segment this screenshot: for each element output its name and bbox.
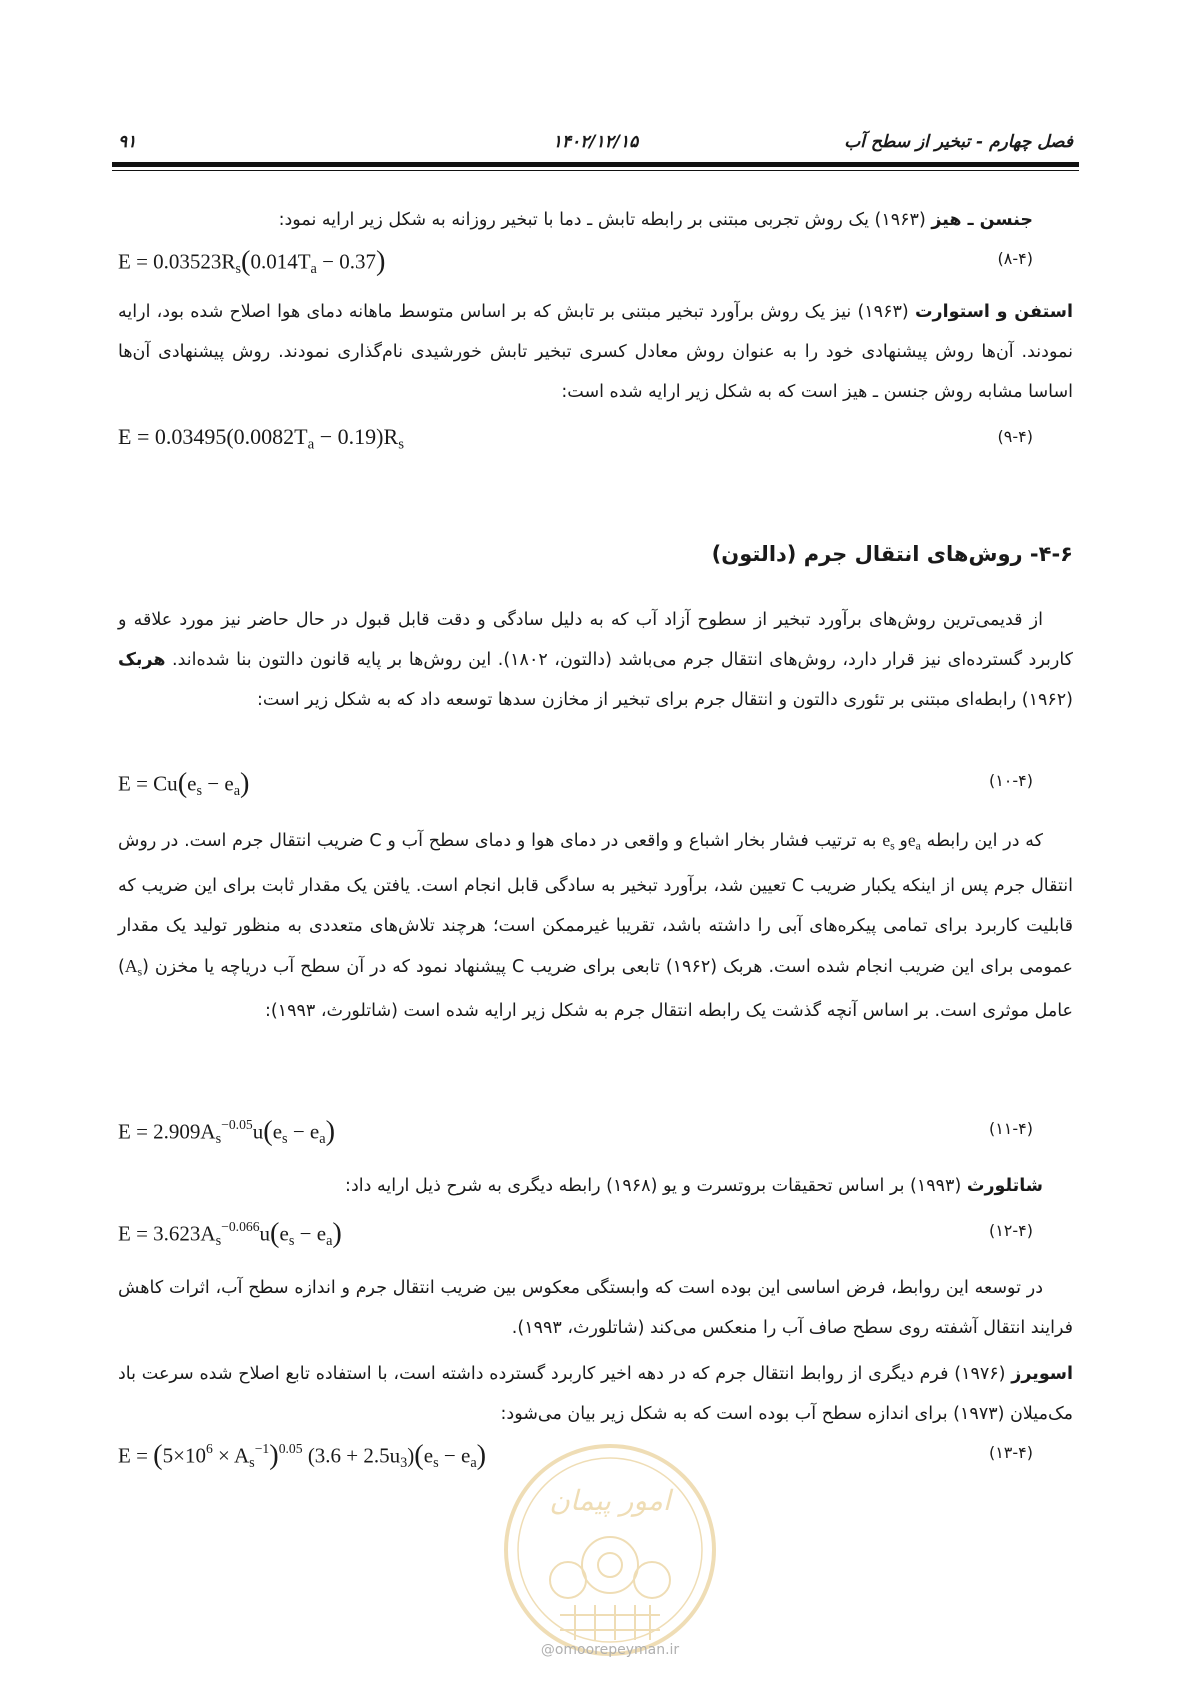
equation-number: (۸-۴) [997,249,1033,268]
equation-formula: $E = 2.909A_s^{-0.05}u(e_s - e_a)$ [118,1116,336,1147]
equation-formula: $E = (5\times 10^6 \times A_s^{-1})^{0.05}$ $(3.6 + 2.5u_3)(e_s - e_a)$ [118,1440,487,1471]
equation-number: (۱۳-۴) [988,1443,1033,1462]
equation-formula: $E = 3.623A_s^{-0.066}u(e_s - e_a)$ [118,1218,342,1249]
page-header [118,128,1073,158]
author-name: جنسن ـ هیز [931,210,1033,230]
equation-11-4 [118,1116,1073,1152]
header-date: ۱۴۰۲/۱۲/۱۵ [552,132,639,152]
equation-number: (۹-۴) [997,427,1033,446]
paragraph-text: در توسعه این روابط، فرض اساسی این بوده است که وابستگی معکوس بین ضریب انتقال جرم و اندازه سطح آب، اثرات کاهش فرایند انتقال آشفته روی سطح صاف آب را منعکس می‌کند (شاتلورث، ۱۹۹۳). [118,1278,1073,1338]
watermark-logo [500,1440,720,1660]
equation-number: (۱۱-۴) [988,1119,1033,1138]
paragraph-text: (۱۹۹۳) بر اساس تحقیقات بروتسرت و یو (۱۹۶۸) رابطه دیگری به شرح ذیل ارایه داد: [345,1176,967,1196]
paragraph-text: (۱۹۶۳) نیز یک روش برآورد تبخیر مبتنی بر تابش که بر اساس متوسط ماهانه دمای هوا اصلاح شده بود، ارایه نمودند. آن‌ها روش پیشنهادی خود را به عنوان روش معادل کسری تبخیر تابش خورشیدی نام‌گذاری نمودند. روش پیشنهادی آن‌ها اساسا مشابه روش جنسن ـ هیز است که به شکل زیر ارایه شده است: [118,302,1073,402]
paragraph-text: (۱۹۷۶) فرم دیگری از روابط انتقال جرم که در دهه اخیر کاربرد گسترده داشته است، با استفاده تابع اصلاح شده سرعت باد مک‌میلان (۱۹۷۳) برای اندازه سطح آب بوده است که به شکل زیر بیان می‌شود: [118,1364,1073,1424]
author-name: اسویرز [1011,1364,1073,1384]
author-name: هربک [118,650,166,670]
equation-number: (۱۰-۴) [988,771,1033,790]
paragraph-shuttleworth [118,1166,1073,1206]
paragraph-text: از قدیمی‌ترین روش‌های برآورد تبخیر از سطوح آزاد آب که به دلیل سادگی و دقت قابل قبول در حال حاضر نیز مورد علاقه و کاربرد گسترده‌ای نیز قرار دارد، روش‌های انتقال جرم می‌باشد (دالتون، ۱۸۰۲). این روش‌ها بر پایه قانون دالتون بنا شده‌اند. [118,610,1073,670]
paragraph-stephens-stewart [118,292,1073,412]
watermark-logo-text: امور پیمان [549,1484,671,1517]
watermark-site-text: @omoorepeyman.ir [540,1642,680,1658]
paragraph-jensen-haise [118,200,1073,240]
chapter-title: فصل چهارم - تبخیر از سطح آب [844,132,1073,152]
paragraph-text-end: ) عامل موثری است. بر اساس آنچه گذشت یک رابطه انتقال جرم به شکل زیر ارایه شده است (شاتلورث، ۱۹۹۳): [118,956,1073,1022]
paragraph-text: که در این رابطه [920,831,1044,851]
equation-9-4 [118,424,1073,460]
paragraph-sweers [118,1354,1073,1434]
paragraph-text-cont: به ترتیب فشار بخار اشباع و واقعی در دمای هوا و دمای سطح آب و C ضریب انتقال جرم است. در روش انتقال جرم پس از اینکه یکبار ضریب C تعیین شد، برآورد تبخیر به سادگی قابل انجام است. یافتن یک مقدار ثابت برای این ضریب که قابلیت کاربرد برای تمامی پیکره‌های آبی را داشته باشد، تقریبا غیرممکن است؛ هرچند تلاش‌های متعددی به منظور تولید یک مقدار عمومی برای این ضریب انجام شده است. هربک (۱۹۶۲) تابعی برای ضریب C پیشنهاد نمود که در آن سطح آب دریاچه یا مخزن ( [118,831,1073,977]
paragraph-dalton-intro [118,600,1073,720]
section-heading: ۴-۶- روش‌های انتقال جرم (دالتون) [711,542,1073,566]
inline-symbol-As: $A_s$ [124,955,143,979]
paragraph-text: (۱۹۶۳) یک روش تجربی مبتنی بر رابطه تابش ـ دما با تبخیر روزانه به شکل زیر ارایه نمود: [278,210,932,230]
paragraph-assumption [118,1268,1073,1348]
header-rule-thin [112,170,1079,171]
equation-12-4 [118,1218,1073,1254]
equation-8-4 [118,246,1073,282]
header-rule-thick [112,162,1079,167]
author-name: شاتلورث [966,1176,1043,1196]
equation-10-4 [118,768,1073,804]
paragraph-text-cont: (۱۹۶۲) رابطه‌ای مبتنی بر تئوری دالتون و انتقال جرم برای تبخیر از مخازن سدها توسعه داد که به شکل زیر است: [257,690,1073,710]
page-number: ۹۱ [118,132,137,152]
equation-formula: $E = 0.03495(0.0082T_a - 0.19)R_s$ [118,424,405,453]
inline-symbols-ea-es: $e_aو$ $e_s$ [882,830,921,853]
author-name: استفن و استوارت [914,302,1073,322]
paragraph-mass-transfer-coefficient [118,820,1073,1031]
equation-number: (۱۲-۴) [988,1221,1033,1240]
equation-formula: $E = Cu(e_s - e_a)$ [118,768,250,799]
equation-formula: $E = 0.03523R_s(0.014T_a - 0.37)$ [118,246,386,277]
